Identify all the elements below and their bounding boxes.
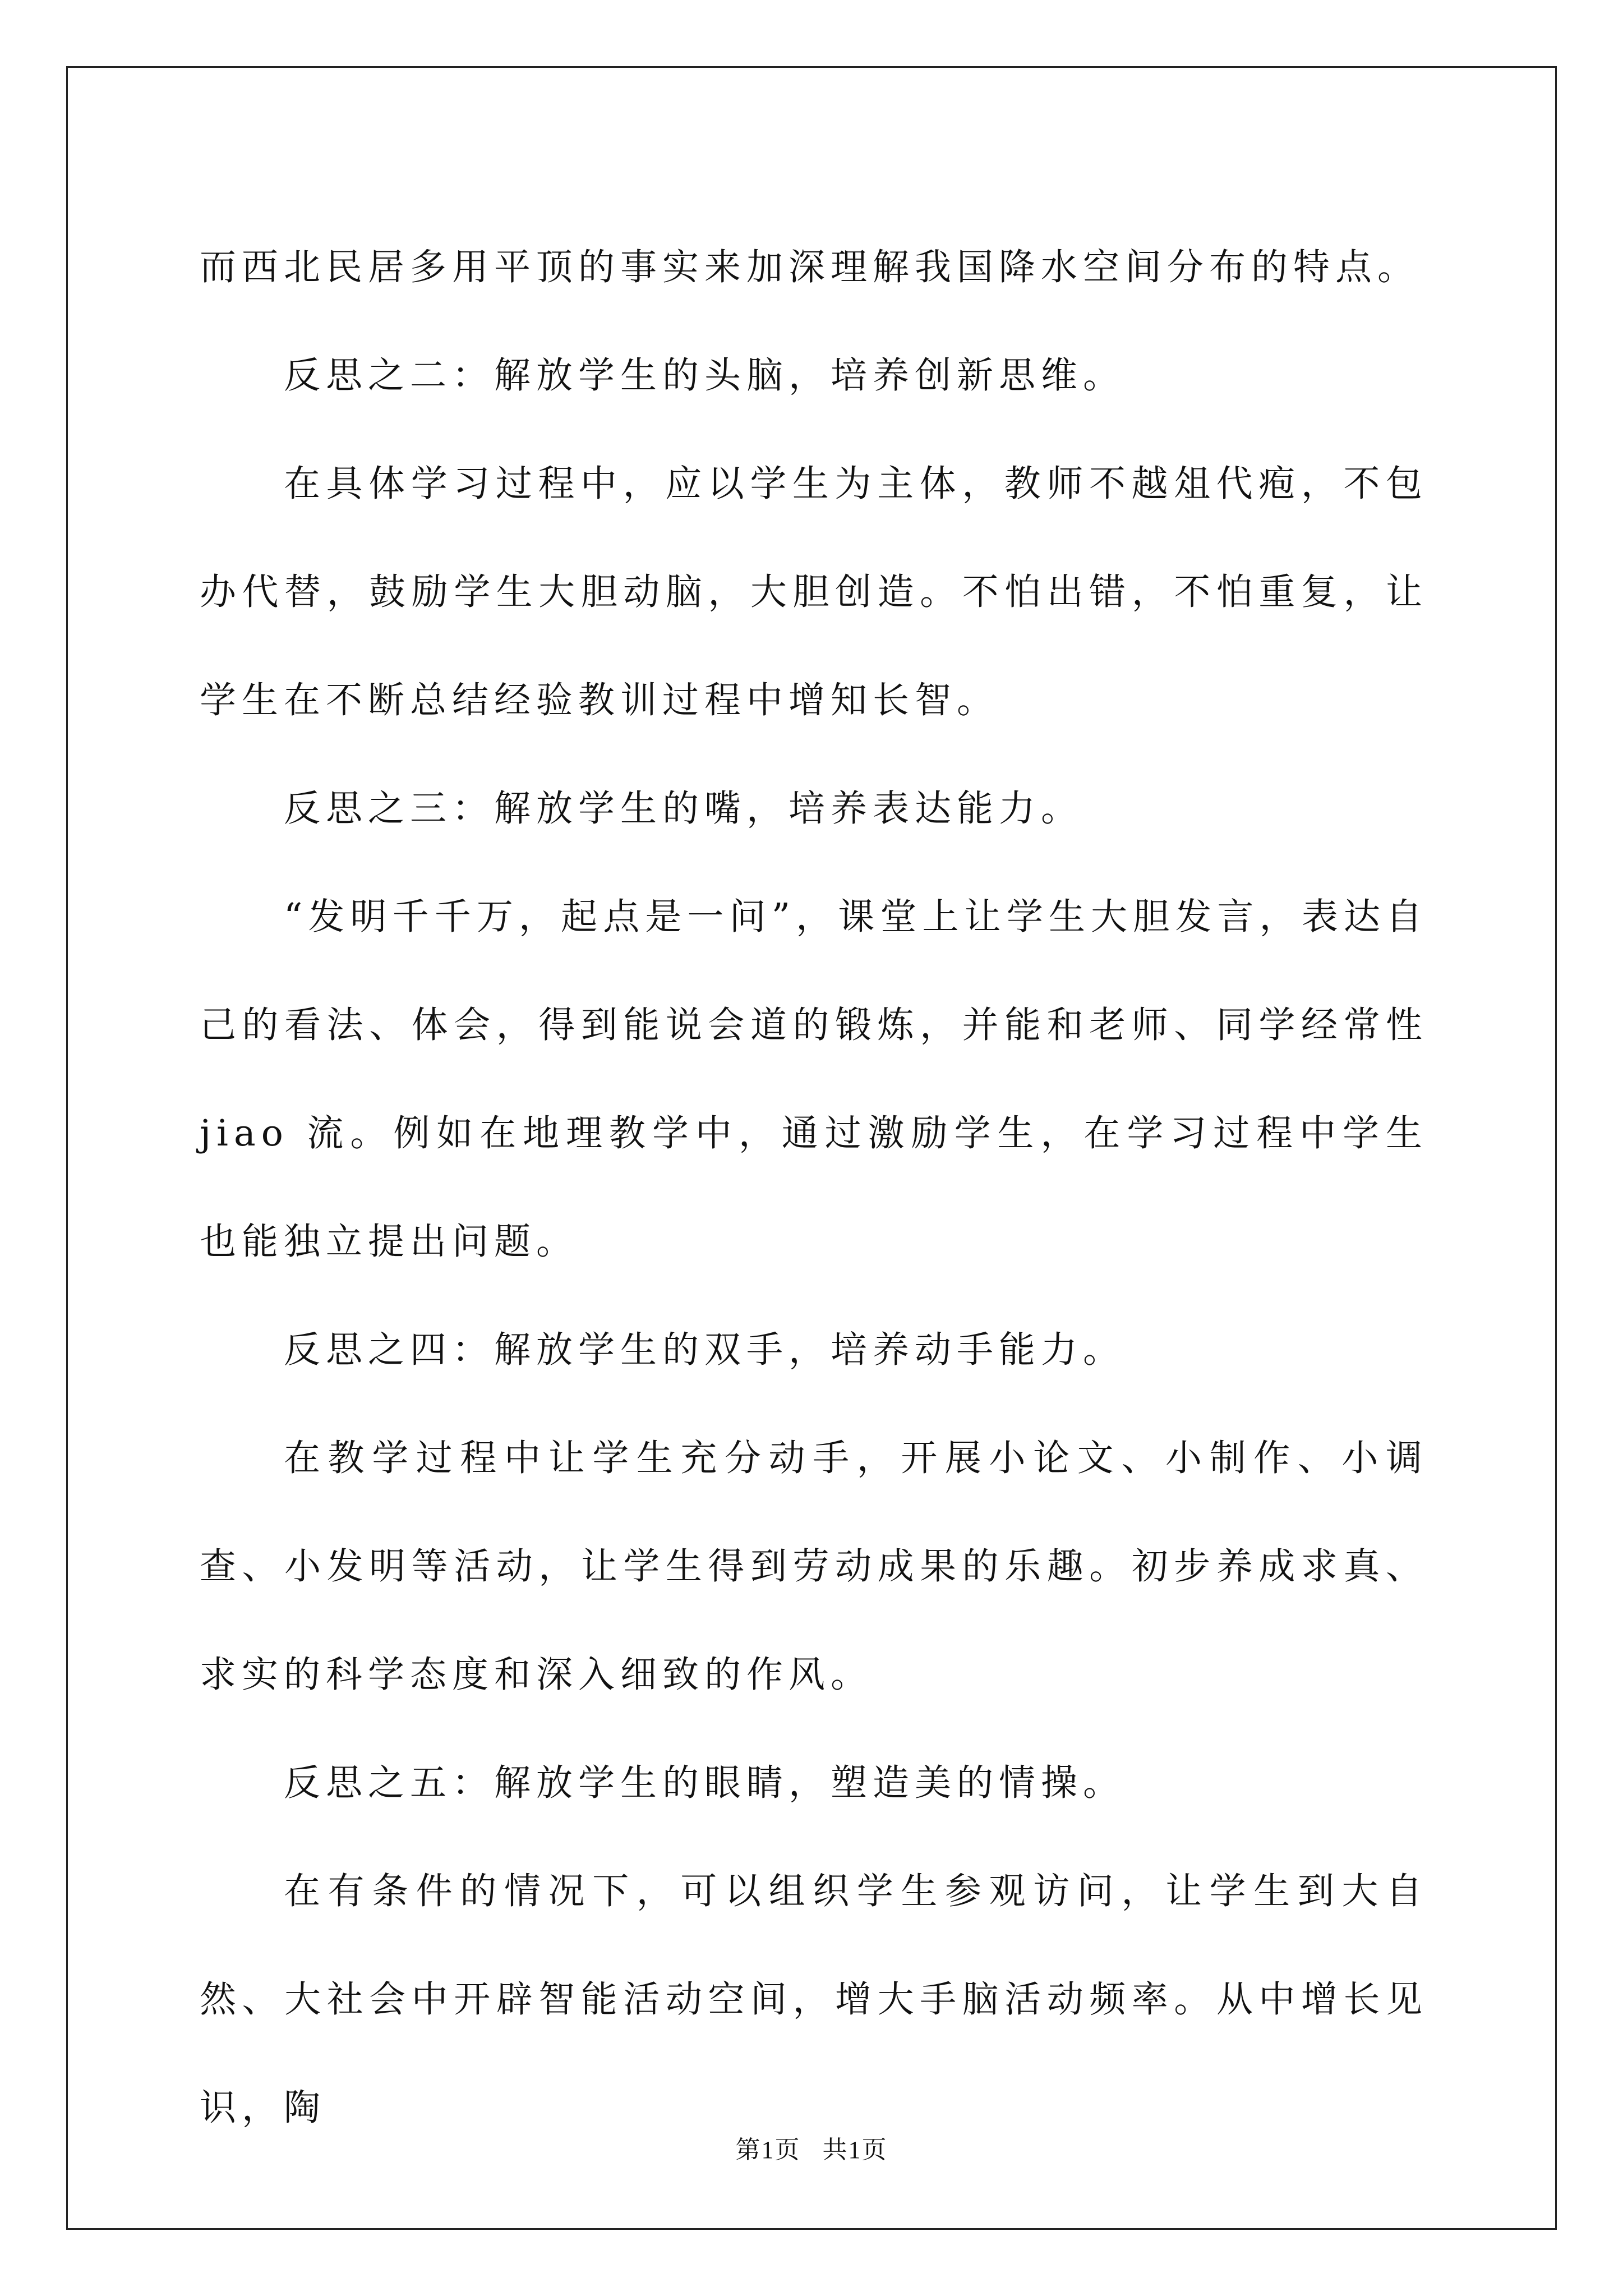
paragraph-1: 而西北民居多用平顶的事实来加深理解我国降水空间分布的特点。 — [200, 246, 1420, 288]
paragraph-4: 反思之三：解放学生的嘴，培养表达能力。 — [284, 788, 1083, 830]
paragraph-8: 反思之五：解放学生的眼睛，塑造美的情操。 — [284, 1762, 1126, 1804]
paragraph-5: “发明千千万，起点是一问”，课堂上让学生大胆发言，表达自己的看法、体会，得到能说会道的锻炼，并能和老师、同学经常性 jiao 流。例如在地理教学中，通过激励学生，在学习过程中学生也能独立提出问题。 — [200, 896, 1428, 1263]
paragraph-2: 反思之二：解放学生的头脑，培养创新思维。 — [284, 355, 1126, 397]
paragraph-9: 在有条件的情况下，可以组织学生参观访问，让学生到大自然、大社会中开辟智能活动空间，增大手脑活动频率。从中增长见识，陶 — [200, 1870, 1428, 2129]
page-total: 共1页 — [822, 2136, 888, 2164]
paragraph-3: 在具体学习过程中，应以学生为主体，教师不越俎代疱，不包办代替，鼓励学生大胆动脑，大胆创造。不怕出错，不怕重复，让学生在不断总结经验教训过程中增知长智。 — [200, 463, 1428, 721]
page-footer — [0, 2129, 1623, 2165]
document-body — [200, 213, 1428, 2162]
paragraph-6: 反思之四：解放学生的双手，培养动手能力。 — [284, 1329, 1126, 1371]
paragraph-7: 在教学过程中让学生充分动手，开展小论文、小制作、小调查、小发明等活动，让学生得到劳动成果的乐趣。初步养成求真、求实的科学态度和深入细致的作风。 — [200, 1437, 1428, 1696]
page-number: 第1页 — [735, 2136, 801, 2164]
